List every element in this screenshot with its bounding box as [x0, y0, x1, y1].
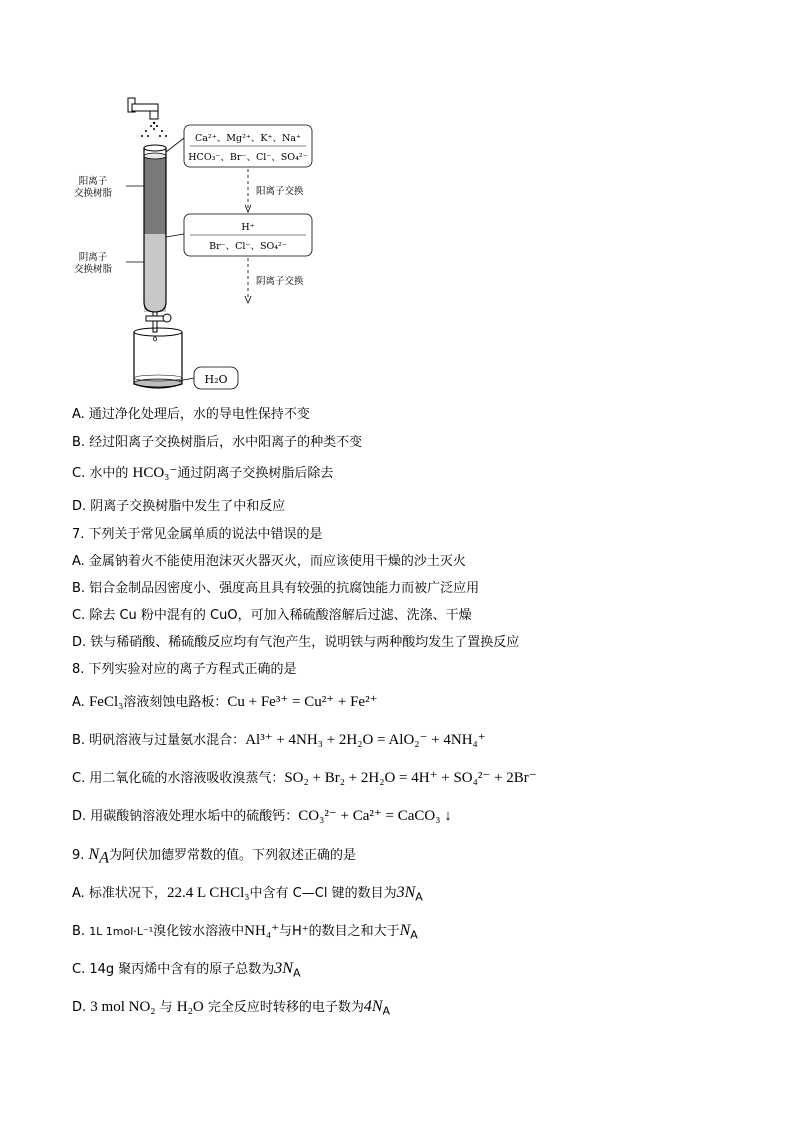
q8-c-text: C. 用二氧化硫的水溶液吸收溴蒸气：: [72, 771, 285, 786]
q8-b-text: B. 明矾溶液与过量氨水混合：: [72, 733, 246, 748]
beaker-label: H₂O: [204, 373, 228, 386]
q9-b-formula: 1L 1mol·L⁻¹: [89, 925, 154, 938]
q9-a-text: A. 标准状况下，: [72, 886, 167, 901]
arrow-down-icon-2: [245, 296, 251, 303]
arrow2-label: 阴离子交换: [256, 276, 304, 287]
q9-c-text: C. 14g 聚丙烯中含有的原子总数为: [72, 962, 275, 977]
exchange-column: [144, 145, 166, 312]
q8-option-a: [72, 693, 378, 712]
q8-stem: 8. 下列实验对应的离子方程式正确的是: [72, 662, 297, 677]
q9-b-sub: A: [410, 928, 418, 942]
q9-b-mid: 溴化铵水溶液中: [153, 924, 245, 939]
q9-b-value: N: [399, 922, 411, 939]
faucet-icon: [128, 98, 158, 130]
q8-b-equation: Al³⁺ + 4NH₃ + 2H₂O = AlO₂⁻ + 4NH₄⁺: [245, 732, 486, 748]
box2-top-text: H⁺: [241, 222, 255, 233]
stopcock: [146, 312, 171, 341]
q6-option-d: D. 阴离子交换树脂中发生了中和反应: [72, 499, 286, 514]
q9-b-text: B.: [72, 924, 90, 939]
q9-d-mid2: 完全反应时转移的电子数为: [203, 1000, 364, 1015]
q9-na-sub: A: [99, 849, 109, 867]
box2-bottom-text: Br⁻、Cl⁻、SO₄²⁻: [209, 241, 287, 252]
q9-a-sub: A: [415, 890, 423, 904]
q9-a-mid: 中含有 C—Cl 键的数目为: [249, 886, 397, 901]
q6-option-c: [72, 464, 333, 483]
q9-a-value: 3N: [396, 884, 416, 901]
q8-d-text: D. 用碳酸钠溶液处理水垢中的硫酸钙：: [72, 809, 299, 824]
q7-option-c: C. 除去 Cu 粉中混有的 CuO，可加入稀硫酸溶解后过滤、洗涤、干燥: [72, 608, 472, 623]
anion-resin-label-1: 阴离子: [78, 252, 108, 263]
q8-option-b: [72, 731, 486, 750]
q9-option-a: [72, 884, 423, 903]
q9-number: 9.: [72, 848, 89, 863]
q9-b-nh4: NH₄⁺: [244, 923, 279, 939]
ion-exchange-diagram: [60, 92, 320, 397]
q7-option-d: D. 铁与稀硝酸、稀硫酸反应均有气泡产生，说明铁与两种酸均发生了置换反应: [72, 635, 520, 650]
q9-c-sub: A: [292, 966, 301, 980]
q7-option-b: B. 铝合金制品因密度小、强度高且具有较强的抗腐蚀能力而被广泛应用: [72, 581, 480, 596]
q6-option-b: B. 经过阳离子交换树脂后，水中阳离子的种类不变: [72, 435, 363, 450]
cation-resin-label-1: 阳离子: [78, 176, 108, 187]
q8-a-formula: FeCl₃: [88, 694, 124, 710]
q8-option-d: [72, 807, 452, 826]
q7-option-a: A. 金属钠着火不能使用泡沫灭火器灭火，而应该使用干燥的沙土灭火: [72, 554, 466, 569]
q9-option-c: [72, 960, 300, 979]
arrow1-label: 阳离子交换: [256, 186, 304, 197]
q6-c-prefix: C. 水中的: [72, 466, 133, 481]
anion-resin-label-2: 交换树脂: [73, 264, 113, 275]
q6-option-a: A. 通过净化处理后，水的导电性保持不变: [72, 407, 310, 422]
q8-option-c: [72, 769, 537, 788]
q8-c-equation: SO₂ + Br₂ + 2H₂O = 4H⁺ + SO₄²⁻ + 2Br⁻: [284, 770, 537, 786]
q8-a-text: 溶液刻蚀电路板：: [123, 695, 228, 710]
q9-d-mid: 与: [155, 1000, 177, 1015]
q9-option-b: [72, 922, 418, 941]
q8-a-equation: Cu + Fe³⁺ = Cu²⁺ + Fe²⁺: [227, 694, 378, 710]
q9-d-sub: A: [382, 1004, 391, 1018]
q9-option-d: [72, 998, 390, 1017]
q7-stem: 7. 下列关于常见金属单质的说法中错误的是: [72, 527, 323, 542]
ion-exchange-figure: [60, 92, 320, 397]
q8-d-equation: CO₃²⁻ + Ca²⁺ = CaCO₃ ↓: [298, 808, 452, 824]
q9-d-value: 4N: [363, 998, 383, 1015]
q9-c-value: 3N: [274, 960, 293, 977]
q9-d-h2o: H₂O: [176, 999, 204, 1015]
q9-stem-text: 为阿伏加德罗常数的值。下列叙述正确的是: [109, 848, 357, 863]
box1-top-text: Ca²⁺、Mg²⁺、K⁺、Na⁺: [195, 133, 301, 144]
q6-c-formula: HCO₃⁻: [132, 465, 178, 481]
q9-na-symbol: N: [88, 846, 100, 863]
cation-resin-label-2: 交换树脂: [73, 188, 113, 199]
q9-d-text: D.: [72, 1000, 91, 1015]
q9-b-mid2: 与H⁺的数目之和大于: [278, 924, 400, 939]
q9-stem: [72, 846, 356, 865]
beaker: [134, 328, 182, 388]
box1-bottom-text: HCO₃⁻、Br⁻、Cl⁻、SO₄²⁻: [188, 152, 308, 163]
q9-d-formula: 3 mol NO₂: [90, 999, 156, 1015]
q9-a-formula: 22.4 L CHCl₃: [166, 885, 250, 901]
water-drops: [141, 130, 167, 137]
q8-a-label: A.: [72, 695, 89, 710]
q6-c-suffix: 通过阴离子交换树脂后除去: [177, 466, 334, 481]
